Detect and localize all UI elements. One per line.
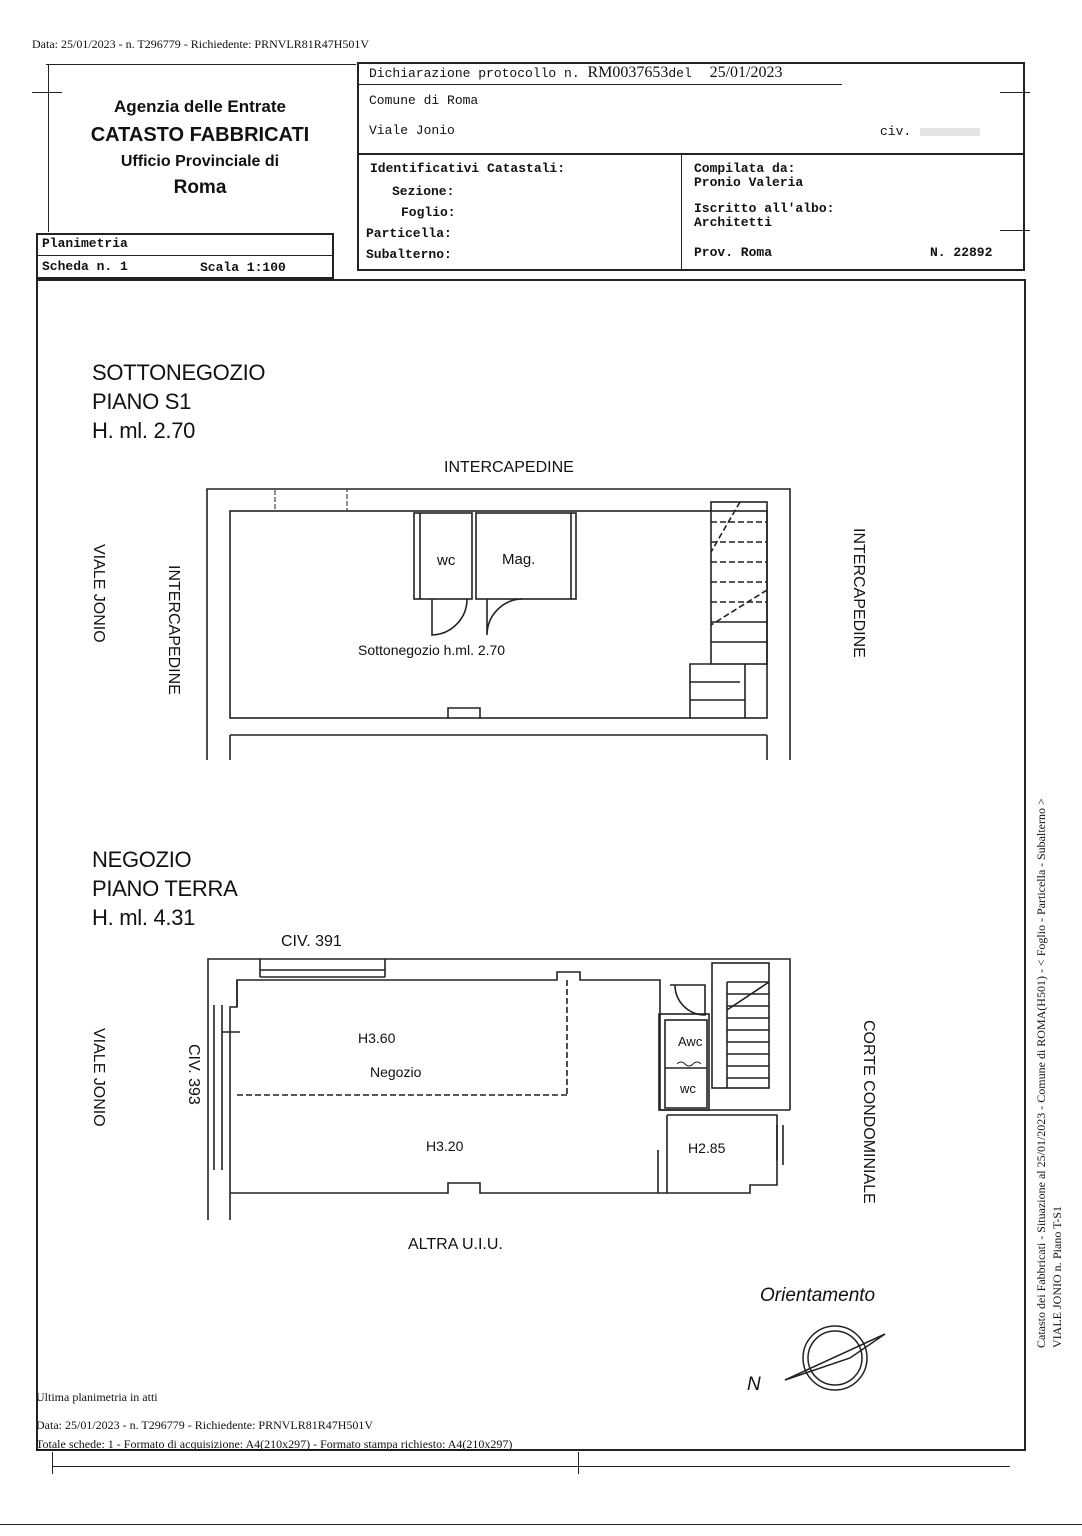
- declaration-date: 25/01/2023: [709, 64, 783, 81]
- pt-right-label: CORTE CONDOMINIALE: [860, 1020, 877, 1204]
- registration-number: N. 22892: [930, 245, 993, 260]
- province: Prov. Roma: [694, 245, 773, 260]
- albo-label: Iscritto all'albo:: [694, 201, 835, 216]
- s1-top-label: INTERCAPEDINE: [444, 459, 574, 476]
- s1-left-intercapedine: INTERCAPEDINE: [165, 565, 182, 695]
- footer-totale: Totale schede: 1 - Formato di acquisizione: A4(210x297) - Formato stampa richiesto: A4(210x297): [36, 1437, 513, 1451]
- compiled-label: Compilata da:: [694, 161, 796, 176]
- pt-civ-top: CIV. 391: [281, 933, 342, 950]
- declaration-prefix: Dichiarazione protocollo n.: [369, 66, 580, 81]
- floor-pt-level: PIANO TERRA: [92, 876, 238, 901]
- sezione-label: Sezione:: [392, 184, 455, 199]
- s1-right-intercapedine: INTERCAPEDINE: [850, 528, 867, 658]
- identifiers-title: Identificativi Catastali:: [370, 161, 566, 176]
- s1-wc: wc: [437, 552, 456, 569]
- s1-mag: Mag.: [502, 551, 536, 568]
- pt-bottom-label: ALTRA U.I.U.: [408, 1236, 503, 1253]
- side-caption-particella: - Particella: [1034, 869, 1048, 922]
- civ-label: civ.: [880, 124, 912, 139]
- footer-last: Ultima planimetria in atti: [36, 1390, 158, 1404]
- foglio-label: Foglio:: [401, 205, 456, 220]
- floor-s1-height: H. ml. 2.70: [92, 418, 196, 443]
- office-label: Ufficio Provinciale di: [120, 153, 280, 170]
- pt-h320: H3.20: [426, 1138, 464, 1154]
- page-bottom-line: [0, 1524, 1082, 1525]
- particella-label: Particella:: [366, 226, 452, 241]
- street-address: Viale Jonio: [369, 123, 455, 138]
- pt-awc: Awc: [678, 1034, 703, 1049]
- orientation-label: Orientamento: [760, 1285, 876, 1306]
- side-caption-subalterno: - Subalterno: [1034, 807, 1048, 867]
- comune: Comune di Roma: [369, 93, 479, 108]
- floor-s1-title: SOTTONEGOZIO: [92, 360, 266, 385]
- office-city: Roma: [173, 177, 227, 198]
- orientation-north: N: [747, 1374, 761, 1395]
- side-caption-line1: Catasto dei Fabbricati - Situazione al 25/01/2023 - Comune di ROMA(H501) - < Foglio: [1034, 924, 1048, 1348]
- pt-wc: wc: [680, 1081, 696, 1096]
- pt-h285: H2.85: [688, 1140, 726, 1156]
- crop-mark: [52, 1466, 1010, 1467]
- floor-pt-title: NEGOZIO: [92, 847, 192, 872]
- compass-icon: [780, 1318, 890, 1398]
- header-line: Data: 25/01/2023 - n. T296779 - Richiedente: PRNVLR81R47H501V: [32, 37, 370, 51]
- footer-data: Data: 25/01/2023 - n. T296779 - Richiedente: PRNVLR81R47H501V: [36, 1418, 374, 1432]
- sheet-type: Planimetria: [42, 236, 128, 251]
- crop-mark: [52, 1452, 53, 1474]
- agency-name: Agenzia delle Entrate: [114, 97, 286, 116]
- pt-negozio: Negozio: [370, 1064, 422, 1080]
- s1-room-label: Sottonegozio h.ml. 2.70: [358, 642, 506, 658]
- side-caption-piano: Piano T-S1: [1050, 1206, 1064, 1260]
- side-caption-second: [1050, 1135, 1065, 1348]
- sheet-scale: Scala 1:100: [200, 260, 286, 275]
- pt-h360: H3.60: [358, 1030, 396, 1046]
- declaration-del: del: [668, 66, 692, 81]
- crop-mark: [578, 1452, 579, 1474]
- side-caption-end: >: [1034, 797, 1048, 805]
- sheet-number: Scheda n. 1: [42, 259, 128, 274]
- floor-s1-level: PIANO S1: [92, 389, 192, 414]
- compiler-name: Pronio Valeria: [694, 175, 804, 190]
- declaration-number: RM0037653: [587, 64, 669, 81]
- pt-civ-left: CIV. 393: [185, 1044, 202, 1105]
- pt-left-street: VIALE JONIO: [90, 1028, 107, 1127]
- subalterno-label: Subalterno:: [366, 247, 452, 262]
- albo-value: Architetti: [694, 215, 773, 230]
- side-caption-main: [1034, 668, 1049, 1348]
- s1-left-street: VIALE JONIO: [90, 544, 107, 643]
- catasto-title: CATASTO FABBRICATI: [90, 124, 310, 146]
- side-caption-line2: VIALE JONIO n.: [1050, 1262, 1064, 1348]
- floor-pt-height: H. ml. 4.31: [92, 905, 196, 930]
